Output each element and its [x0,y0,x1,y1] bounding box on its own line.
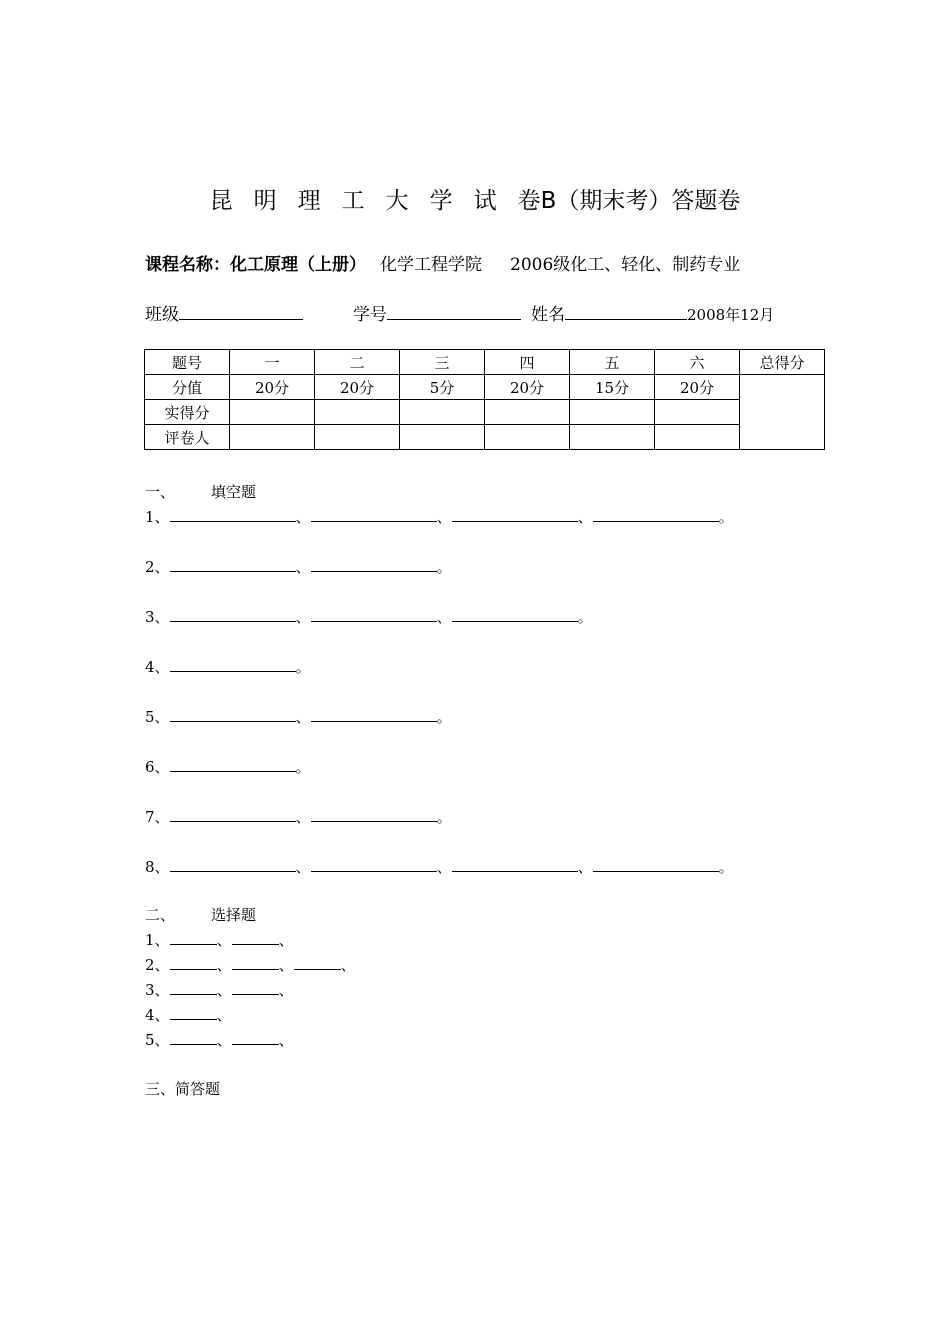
section-choice-title: 选择题 [211,906,257,924]
fill-answer-blank[interactable] [311,507,437,522]
fill-answer-blank[interactable] [593,507,719,522]
separator-mark: 。 [295,658,311,676]
choice-answer-blank[interactable] [232,1030,279,1045]
separator-mark: 。 [718,508,734,526]
separator-mark: 、 [216,1006,232,1024]
separator-mark: 、 [295,808,311,826]
student-id-label: 学号 [353,305,387,325]
section-fill-heading [145,481,256,502]
name-label: 姓名 [531,305,565,325]
fill-question [145,506,734,528]
fill-answer-blank[interactable] [452,857,578,872]
separator-mark: 、 [216,956,232,974]
earned-cell[interactable] [655,400,740,425]
fill-answer-blank[interactable] [170,557,296,572]
separator-mark: 、 [278,1031,294,1049]
separator-mark: 、 [436,608,452,626]
page-title [0,182,950,215]
fill-question-number: 6、 [145,758,170,776]
grader-cell[interactable] [485,425,570,450]
header-cell: 三 [400,350,485,375]
header-cell: 四 [485,350,570,375]
college-name: 化学工程学院 [380,255,482,275]
section-fill-number: 一、 [145,483,176,501]
earned-row [145,400,825,425]
grader-label-cell: 评卷人 [145,425,230,450]
header-cell: 一 [230,350,315,375]
fill-answer-blank[interactable] [170,757,296,772]
fill-answer-blank[interactable] [593,857,719,872]
fill-question [145,606,593,628]
fill-question-number: 4、 [145,658,170,676]
separator-mark: 、 [436,858,452,876]
earned-cell[interactable] [230,400,315,425]
fill-question-number: 1、 [145,508,170,526]
earned-cell[interactable] [485,400,570,425]
section-short-answer-title: 三、简答题 [145,1080,221,1098]
choice-question [145,929,294,951]
points-cell: 20分 [655,375,740,400]
name-field[interactable] [565,301,687,320]
fill-answer-blank[interactable] [170,607,296,622]
section-choice-heading [145,904,256,925]
choice-answer-blank[interactable] [170,955,217,970]
points-cell: 20分 [315,375,400,400]
grader-row [145,425,825,450]
exam-date: 2008年12月 [687,306,775,324]
choice-question-number: 3、 [145,981,170,999]
fill-answer-blank[interactable] [170,507,296,522]
course-name: 课程名称：化工原理（上册） [145,255,366,275]
section-fill-title: 填空题 [211,483,257,501]
points-cell: 20分 [485,375,570,400]
separator-mark: 、 [216,981,232,999]
class-field[interactable] [179,301,303,320]
separator-mark: 、 [278,931,294,949]
section-short-answer-heading [145,1078,220,1099]
separator-mark: 、 [340,956,356,974]
points-cell: 20分 [230,375,315,400]
fill-answer-blank[interactable] [170,857,296,872]
choice-question-number: 2、 [145,956,170,974]
fill-answer-blank[interactable] [452,507,578,522]
fill-answer-blank[interactable] [311,607,437,622]
earned-label-cell: 实得分 [145,400,230,425]
fill-question [145,756,311,778]
header-cell: 六 [655,350,740,375]
choice-answer-blank[interactable] [232,930,279,945]
choice-answer-blank[interactable] [170,1030,217,1045]
grader-cell[interactable] [570,425,655,450]
fill-question-number: 8、 [145,858,170,876]
score-table-header-row [145,350,825,375]
choice-question [145,979,294,1001]
choice-answer-blank[interactable] [170,930,217,945]
fill-question [145,656,311,678]
separator-mark: 、 [577,508,593,526]
separator-mark: 、 [295,608,311,626]
separator-mark: 。 [295,758,311,776]
choice-answer-blank[interactable] [170,980,217,995]
separator-mark: 、 [216,1031,232,1049]
grader-cell[interactable] [655,425,740,450]
fill-question-number: 7、 [145,808,170,826]
fill-answer-blank[interactable] [170,707,296,722]
total-score-cell[interactable] [740,375,825,450]
choice-question-number: 1、 [145,931,170,949]
points-label-cell: 分值 [145,375,230,400]
header-cell: 总得分 [740,350,825,375]
points-row [145,375,825,400]
section-choice-number: 二、 [145,906,176,924]
separator-mark: 、 [278,981,294,999]
fill-answer-blank[interactable] [170,657,296,672]
separator-mark: 。 [577,608,593,626]
fill-question [145,856,734,878]
earned-cell[interactable] [570,400,655,425]
separator-mark: 、 [295,708,311,726]
separator-mark: 、 [295,858,311,876]
fill-question [145,706,452,728]
separator-mark: 。 [718,858,734,876]
student-info-line [145,300,774,325]
choice-answer-blank[interactable] [232,955,279,970]
header-cell: 五 [570,350,655,375]
major-name: 2006级化工、轻化、制药专业 [510,255,741,275]
choice-answer-blank[interactable] [232,980,279,995]
grader-cell[interactable] [315,425,400,450]
choice-question [145,1029,294,1051]
fill-answer-blank[interactable] [311,557,437,572]
separator-mark: 。 [436,708,452,726]
choice-question-number: 4、 [145,1006,170,1024]
fill-question [145,806,452,828]
grader-cell[interactable] [230,425,315,450]
choice-answer-blank[interactable] [170,1005,217,1020]
earned-cell[interactable] [315,400,400,425]
separator-mark: 。 [436,558,452,576]
separator-mark: 、 [216,931,232,949]
choice-answer-blank[interactable] [294,955,341,970]
fill-answer-blank[interactable] [311,857,437,872]
points-cell: 15分 [570,375,655,400]
choice-question [145,954,356,976]
fill-answer-blank[interactable] [452,607,578,622]
score-table [144,349,825,450]
fill-question-number: 2、 [145,558,170,576]
separator-mark: 、 [295,558,311,576]
separator-mark: 、 [577,858,593,876]
separator-mark: 。 [436,808,452,826]
student-id-field[interactable] [387,301,521,320]
separator-mark: 、 [295,508,311,526]
title-rest-part: 卷B（期末考）答题卷 [517,188,741,214]
course-line [145,250,740,275]
fill-question [145,556,452,578]
class-label: 班级 [145,305,179,325]
choice-question [145,1004,232,1026]
fill-answer-blank[interactable] [311,807,437,822]
title-spaced-part: 昆明理工大学试 [209,188,518,214]
fill-question-number: 5、 [145,708,170,726]
grader-cell[interactable] [400,425,485,450]
header-cell: 题号 [145,350,230,375]
earned-cell[interactable] [400,400,485,425]
separator-mark: 、 [278,956,294,974]
header-cell: 二 [315,350,400,375]
points-cell: 5分 [400,375,485,400]
fill-answer-blank[interactable] [311,707,437,722]
choice-question-number: 5、 [145,1031,170,1049]
separator-mark: 、 [436,508,452,526]
fill-answer-blank[interactable] [170,807,296,822]
fill-question-number: 3、 [145,608,170,626]
